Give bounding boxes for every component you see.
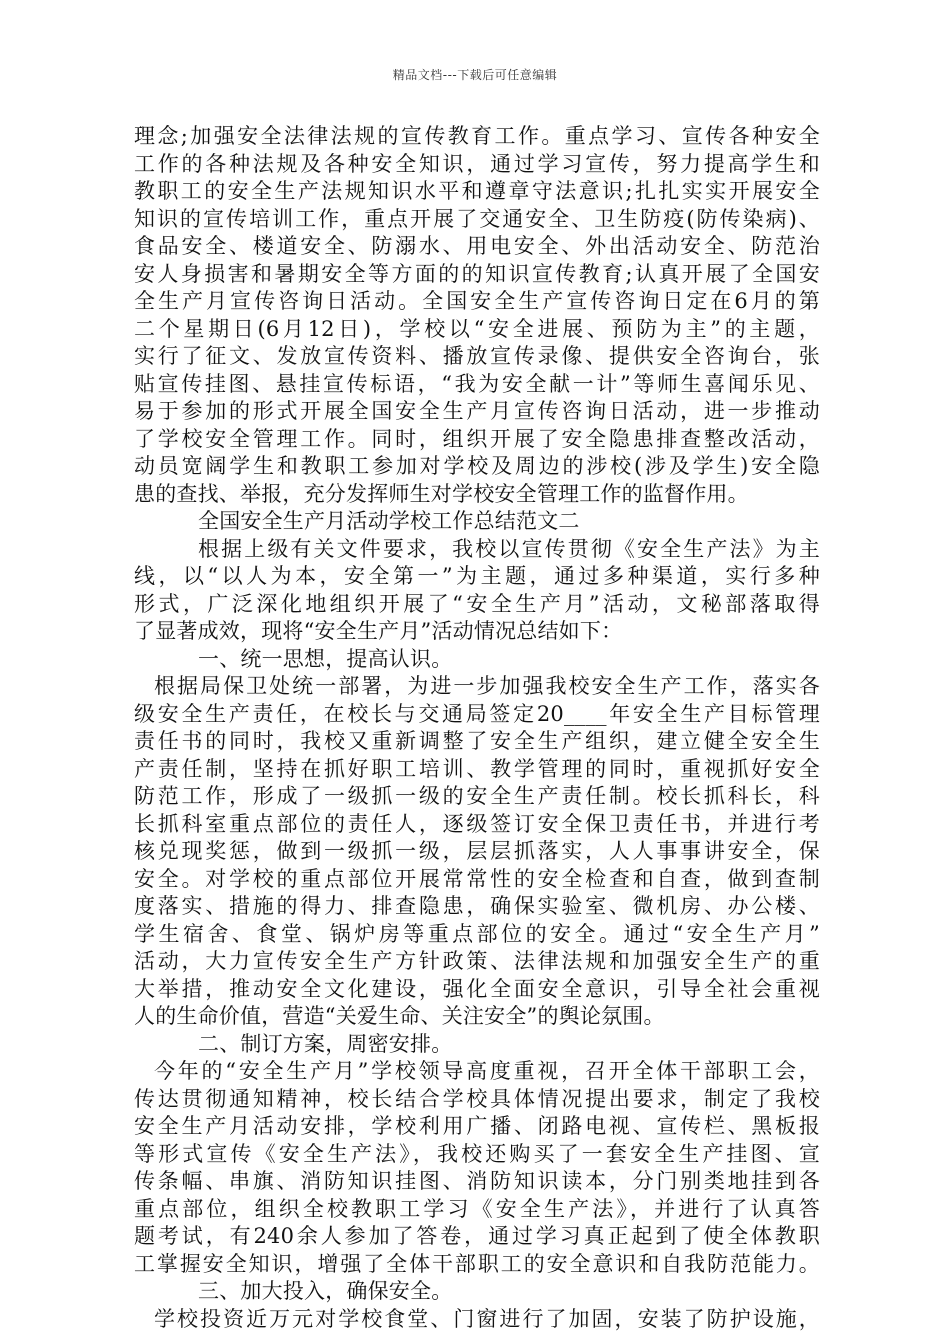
document-body	[134, 123, 820, 1333]
text-line: 工作的各种法规及各种安全知识，通过学习宣传，努力提高学生和	[134, 151, 820, 176]
text-line: 大举措，推动安全文化建设，强化全面安全意识，引导全社会重视	[134, 976, 820, 1001]
text-line: 线，以“以人为本，安全第一”为主题，通过多种渠道，实行多种	[134, 564, 820, 588]
text-line: 动员宽阔学生和教职工参加对学校及周边的涉校(涉及学生)安全隐	[134, 454, 820, 478]
text-line: 患的查找、举报，充分发挥师生对学校安全管理工作的监督作用。	[134, 481, 749, 506]
text-line: 了学校安全管理工作。同时，组织开展了安全隐患排查整改活动，	[134, 426, 820, 451]
text-line: 长抓科室重点部位的责任人，逐级签订安全保卫责任书，并进行考	[134, 811, 820, 836]
section-title: 全国安全生产月活动学校工作总结范文二	[198, 509, 580, 533]
paragraph-first-line: 今年的“安全生产月”学校领导高度重视，召开全体干部职工会，	[154, 1059, 820, 1083]
text-line: 核兑现奖惩，做到一级抓一级，层层抓落实，人人事事讲安全，保	[134, 839, 820, 863]
paragraph-first-line: 学校投资近万元对学校食堂、门窗进行了加固，安装了防护设施，	[154, 1306, 820, 1331]
paragraph-first-line: 根据局保卫处统一部署，为进一步加强我校安全生产工作，落实各	[154, 674, 820, 698]
text-line: 了显著成效，现将“安全生产月”活动情况总结如下：	[134, 619, 623, 643]
text-line: 安全生产月活动安排，学校利用广播、闭路电视、宣传栏、黑板报	[134, 1114, 820, 1138]
section-heading: 三、加大投入，确保安全。	[198, 1279, 453, 1303]
text-line: 安全。对学校的重点部位开展常常性的安全检查和自查，做到查制	[134, 866, 820, 891]
text-line: 活动，大力宣传安全生产方针政策、法律法规和加强安全生产的重	[134, 949, 820, 973]
text-line: 工掌握安全知识，增强了全体干部职工的安全意识和自我防范能力。	[134, 1251, 820, 1276]
text-line: 食品安全、楼道安全、防溺水、用电安全、外出活动安全、防范治	[134, 234, 820, 258]
paragraph-first-line: 根据上级有关文件要求，我校以宣传贯彻《安全生产法》为主	[198, 536, 820, 561]
text-line: 贴宣传挂图、悬挂宣传标语，“我为安全献一计”等师生喜闻乐见、	[134, 371, 820, 396]
text-line: 传达贯彻通知精神，校长结合学校具体情况提出要求，制定了我校	[134, 1086, 820, 1111]
text-line: 全生产月宣传咨询日活动。全国安全生产宣传咨询日定在6月的第	[134, 289, 820, 313]
text-line: 安人身损害和暑期安全等方面的的知识宣传教育;认真开展了全国安	[134, 261, 820, 286]
text-line: 形式，广泛深化地组织开展了“安全生产月”活动，文秘部落取得	[134, 591, 820, 616]
text-line: 二个星期日(6月12日)，学校以“安全进展、预防为主”的主题，	[134, 316, 820, 341]
text-line: 知识的宣传培训工作，重点开展了交通安全、卫生防疫(防传染病)、	[134, 206, 820, 231]
running-header: 精品文档---下载后可任意编辑	[392, 68, 558, 82]
text-line: 易于参加的形式开展全国安全生产月宣传咨询日活动，进一步推动	[134, 399, 820, 423]
text-line: 级安全生产责任，在校长与交通局签定20____年安全生产目标管理	[134, 701, 820, 726]
text-line: 等形式宣传《安全生产法》，我校还购买了一套安全生产挂图、宣	[134, 1141, 820, 1166]
text-line: 理念;加强安全法律法规的宣传教育工作。重点学习、宣传各种安全	[134, 124, 820, 148]
text-line: 度落实、措施的得力、排查隐患，确保实验室、微机房、办公楼、	[134, 894, 820, 918]
text-line: 责任书的同时，我校又重新调整了安全生产组织，建立健全安全生	[134, 729, 820, 753]
text-line: 防范工作，形成了一级抓一级的安全生产责任制。校长抓科长，科	[134, 784, 820, 808]
text-line: 人的生命价值，营造“关爱生命、关注安全”的舆论氛围。	[134, 1004, 665, 1028]
section-heading: 二、制订方案，周密安排。	[198, 1031, 453, 1056]
text-line: 重点部位，组织全校教职工学习《安全生产法》，并进行了认真答	[134, 1196, 820, 1221]
text-line: 学生宿舍、食堂、锅炉房等重点部位的安全。通过“安全生产月”	[134, 921, 820, 946]
text-line: 传条幅、串旗、消防知识挂图、消防知识读本，分门别类地挂到各	[134, 1169, 820, 1193]
text-line: 产责任制，坚持在抓好职工培训、教学管理的同时，重视抓好安全	[134, 756, 820, 781]
text-line: 教职工的安全生产法规知识水平和遵章守法意识;扎扎实实开展安全	[134, 179, 820, 203]
text-line: 题考试，有240余人参加了答卷，通过学习真正起到了使全体教职	[134, 1224, 820, 1248]
text-line: 实行了征文、发放宣传资料、播放宣传录像、提供安全咨询台，张	[134, 344, 820, 368]
section-heading: 一、统一思想，提高认识。	[198, 646, 453, 671]
